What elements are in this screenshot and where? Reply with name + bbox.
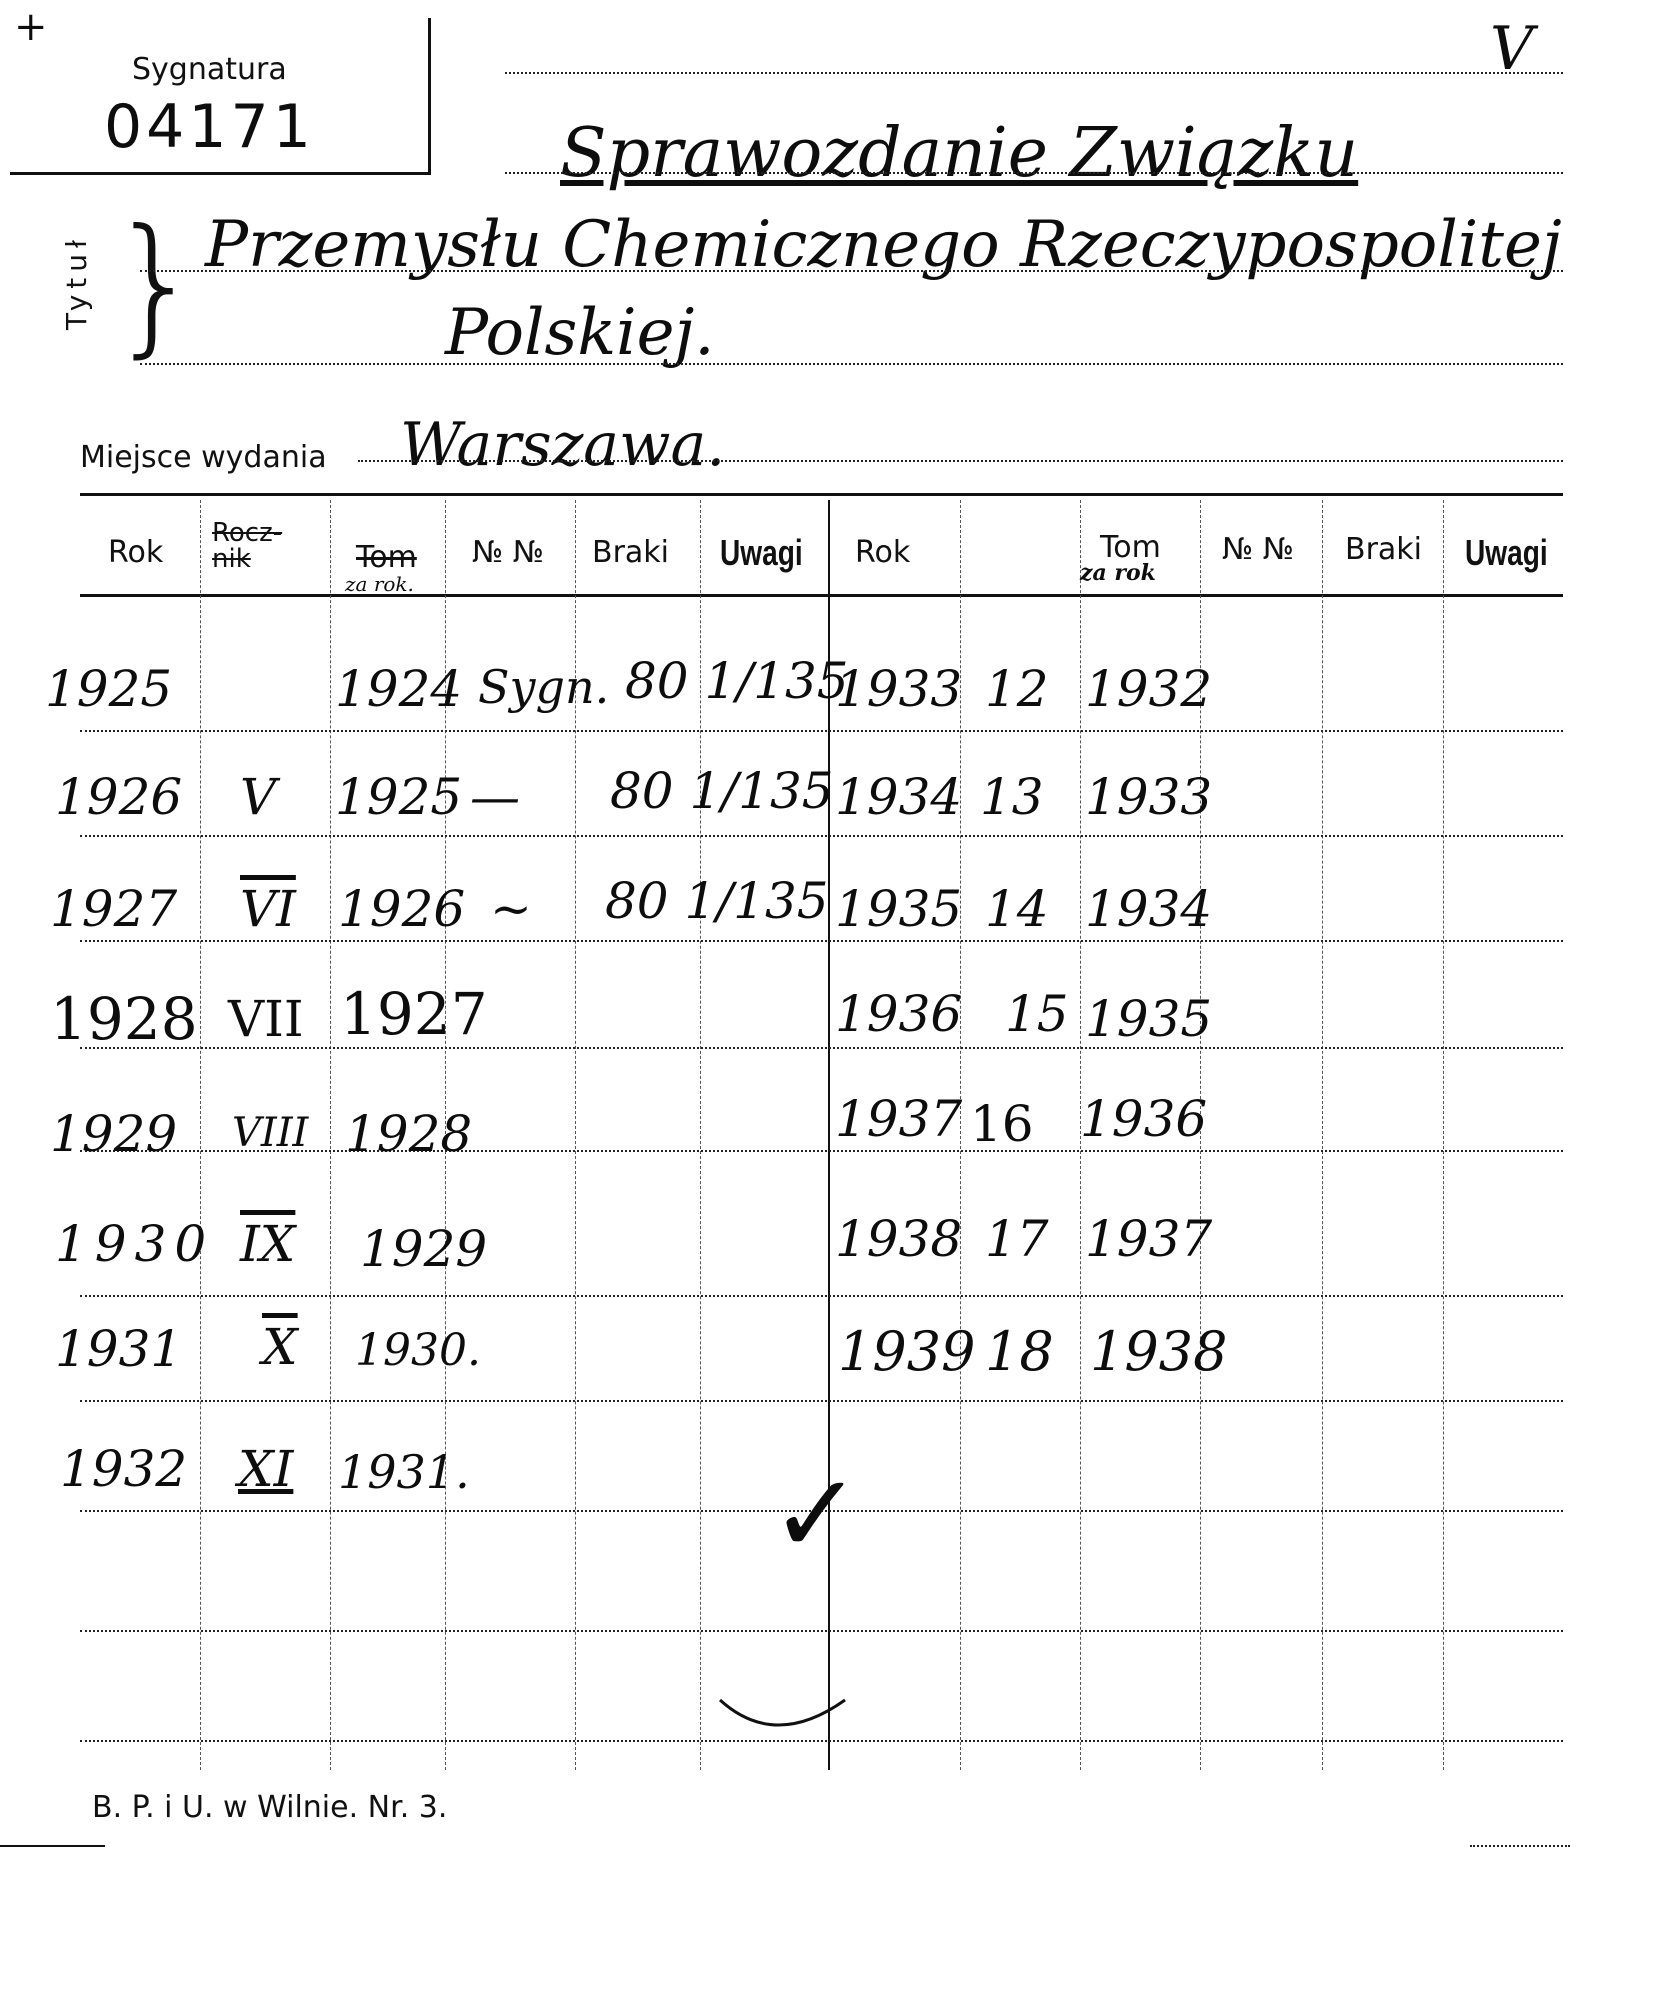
col-sep-1 (200, 500, 201, 1770)
left-rok: 1929 (50, 1105, 178, 1163)
right-rocznik: 18 (985, 1320, 1054, 1383)
left-nr: Sygn. (478, 660, 610, 714)
right-rok: 1934 (835, 768, 963, 826)
header-uwagi-right: Uwagi (1465, 532, 1548, 573)
right-rocznik: 13 (980, 768, 1044, 826)
miejsce-value: Warszawa. (400, 410, 726, 480)
right-tom: 1932 (1085, 660, 1213, 718)
left-tom: 1924 (335, 660, 463, 718)
left-rok: 1925 (45, 660, 173, 718)
left-tom: 1925 (335, 768, 463, 826)
footer-rule-left (0, 1845, 105, 1847)
right-tom: 1935 (1085, 990, 1213, 1048)
left-braki: 80 1/135 (625, 652, 849, 710)
right-rok: 1936 (835, 985, 963, 1043)
table-top-rule (80, 493, 1563, 496)
title-line3: Polskiej. (445, 296, 715, 370)
left-rok: 1931 (55, 1320, 183, 1378)
header-uwagi-left: Uwagi (720, 532, 803, 573)
right-rocznik: 16 (970, 1095, 1034, 1153)
right-tom: 1934 (1085, 880, 1213, 938)
sygnatura-label: Sygnatura (132, 52, 287, 87)
col-sep-2 (330, 500, 331, 1770)
row-line-7 (80, 1400, 1563, 1402)
right-tom: 1938 (1090, 1320, 1228, 1383)
right-rok: 1939 (838, 1320, 976, 1383)
left-tom: 1928 (345, 1105, 473, 1163)
header-rocznik-left: Rocz-nik (212, 518, 283, 574)
corner-mark: + (14, 4, 48, 50)
title-line-3 (140, 363, 1563, 365)
header-tom-left: Tom (356, 540, 417, 575)
row-line-6 (80, 1295, 1563, 1297)
left-nr: ~ (490, 880, 532, 938)
header-rok-right: Rok (855, 535, 911, 570)
right-rok: 1938 (835, 1210, 963, 1268)
left-braki: 80 1/135 (610, 762, 834, 820)
left-rocznik: VII (228, 990, 304, 1048)
sygnatura-box-right (428, 18, 431, 175)
left-rocznik: $\overline{IX}$ (240, 1215, 296, 1273)
col-sep-11 (1443, 500, 1444, 1770)
curve-mark-icon (715, 1690, 855, 1750)
row-line-3 (80, 940, 1563, 942)
title-line-2 (140, 270, 1563, 272)
row-line-1 (80, 730, 1563, 732)
title-line2: Przemysłu Chemicznego Rzeczypospolitej (205, 208, 1562, 282)
right-rok: 1937 (835, 1090, 963, 1148)
right-rocznik: 14 (985, 880, 1049, 938)
left-rok: 1932 (60, 1440, 188, 1498)
top-check-mark: V (1490, 14, 1534, 84)
left-rocznik: $\overline{X}$ (262, 1318, 298, 1376)
left-rocznik: VIII (232, 1110, 309, 1156)
header-braki-left: Braki (592, 535, 670, 570)
right-tom: 1937 (1085, 1210, 1213, 1268)
right-rocznik: 15 (1005, 985, 1069, 1043)
right-rocznik: 17 (985, 1210, 1049, 1268)
right-tom: 1936 (1080, 1090, 1208, 1148)
left-tom: 1926 (338, 880, 466, 938)
left-rok: 1927 (50, 880, 178, 938)
left-braki: 80 1/135 (605, 872, 829, 930)
tytul-brace: } (108, 198, 204, 372)
left-rok: 1928 (50, 985, 198, 1053)
left-rocznik: XI (238, 1440, 294, 1498)
header-tom-right: Tom (1100, 530, 1161, 565)
sygnatura-value: 04171 (104, 92, 315, 162)
header-braki-right: Braki (1345, 532, 1423, 567)
title-line1: Sprawozdanie Związku (560, 114, 1359, 193)
col-sep-10 (1322, 500, 1323, 1770)
check-mark-icon: ✓ (770, 1450, 863, 1578)
header-za-rok-right: za rok (1080, 560, 1156, 586)
header-rok-left: Rok (108, 535, 164, 570)
table-header-rule (80, 594, 1563, 597)
left-rok: 1926 (55, 768, 183, 826)
left-tom: 1930. (355, 1325, 481, 1376)
footer-text: B. P. i U. w Wilnie. Nr. 3. (92, 1790, 448, 1825)
left-rocznik: V (240, 768, 277, 826)
right-rok: 1935 (835, 880, 963, 938)
left-tom: 1927 (340, 980, 488, 1048)
left-nr: — (470, 768, 520, 826)
footer-rule-right (1470, 1845, 1570, 1847)
left-rok: 1930 (55, 1215, 215, 1273)
left-tom: 1931. (338, 1445, 470, 1499)
title-line-1 (505, 172, 1563, 174)
header-za-rok-left: za rok. (345, 572, 414, 596)
header-nr-left: № № (472, 535, 544, 570)
row-line-9 (80, 1630, 1563, 1632)
right-tom: 1933 (1085, 768, 1213, 826)
sygnatura-box-bottom (10, 172, 428, 175)
tytul-label: Tytuł (60, 234, 93, 330)
right-rok: 1933 (835, 660, 963, 718)
left-tom: 1929 (360, 1220, 488, 1278)
right-rocznik: 12 (985, 660, 1049, 718)
header-nr-right: № № (1222, 532, 1294, 567)
miejsce-label: Miejsce wydania (80, 440, 327, 475)
miejsce-line (358, 460, 1563, 462)
row-line-2 (80, 835, 1563, 837)
title-line-0 (505, 72, 1563, 74)
left-rocznik: $\overline{VI}$ (240, 880, 296, 938)
